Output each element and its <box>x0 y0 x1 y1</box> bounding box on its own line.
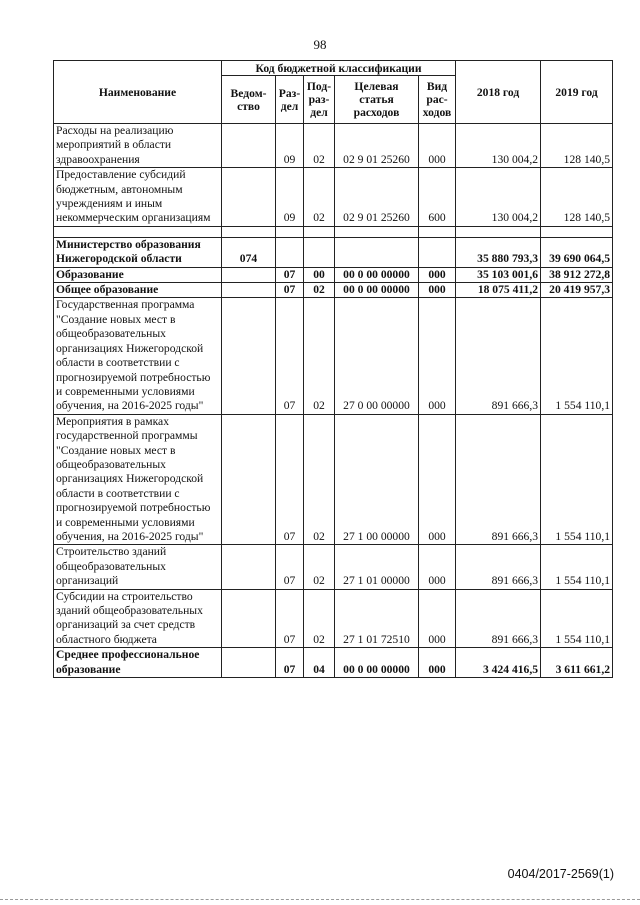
row-name: Государственная программа "Создание новых мест в общеобразовательных организациях Нижегородской области в соответствии с прогнозируемой потребностью и современными условиями обучения, на 2016-2025 годы" <box>54 298 222 414</box>
row-expense-type: 000 <box>419 298 456 414</box>
row-podrazdel: 04 <box>304 648 335 678</box>
row-target-article: 00 0 00 00000 <box>335 267 419 282</box>
row-target-article: 27 1 01 72510 <box>335 589 419 648</box>
row-razdel: 09 <box>276 168 304 227</box>
table-row <box>54 589 613 648</box>
row-target-article: 00 0 00 00000 <box>335 283 419 298</box>
row-expense-type: 000 <box>419 545 456 589</box>
row-vedomstvo <box>222 589 276 648</box>
row-vedomstvo <box>222 545 276 589</box>
row-vedomstvo <box>222 124 276 168</box>
row-target-article: 02 9 01 25260 <box>335 124 419 168</box>
row-value-2019: 1 554 110,1 <box>541 589 613 648</box>
row-expense-type: 000 <box>419 267 456 282</box>
row-expense-type: 000 <box>419 414 456 545</box>
row-target-article <box>335 237 419 267</box>
row-name: Министерство образования Нижегородской области <box>54 237 222 267</box>
row-podrazdel: 02 <box>304 168 335 227</box>
row-value-2018: 3 424 416,5 <box>456 648 541 678</box>
row-vedomstvo <box>222 298 276 414</box>
row-expense-type <box>419 237 456 267</box>
row-target-article: 02 9 01 25260 <box>335 168 419 227</box>
row-value-2019: 39 690 064,5 <box>541 237 613 267</box>
row-expense-type: 000 <box>419 283 456 298</box>
table-row <box>54 267 613 282</box>
header-year-2018: 2018 год <box>456 61 541 124</box>
table-row <box>54 168 613 227</box>
table-row <box>54 648 613 678</box>
row-razdel: 07 <box>276 648 304 678</box>
header-target-article: Целевая статья расходов <box>335 76 419 124</box>
row-value-2018: 891 666,3 <box>456 589 541 648</box>
row-name: Предоставление субсидий бюджетным, автономным учреждениям и иным некоммерческим организациям <box>54 168 222 227</box>
row-name: Среднее профессиональное образование <box>54 648 222 678</box>
row-razdel: 07 <box>276 283 304 298</box>
row-value-2019: 1 554 110,1 <box>541 545 613 589</box>
row-value-2018: 18 075 411,2 <box>456 283 541 298</box>
row-value-2018: 130 004,2 <box>456 124 541 168</box>
table-row <box>54 414 613 545</box>
row-expense-type: 000 <box>419 589 456 648</box>
row-value-2019: 3 611 661,2 <box>541 648 613 678</box>
row-vedomstvo <box>222 414 276 545</box>
table-row <box>54 545 613 589</box>
row-expense-type: 000 <box>419 124 456 168</box>
row-target-article: 27 1 00 00000 <box>335 414 419 545</box>
row-razdel: 07 <box>276 267 304 282</box>
page-number: 98 <box>313 37 327 52</box>
row-value-2018: 891 666,3 <box>456 545 541 589</box>
row-value-2018: 130 004,2 <box>456 168 541 227</box>
header-podrazdel: Под-раз-дел <box>304 76 335 124</box>
header-name: Наименование <box>54 61 222 124</box>
row-podrazdel <box>304 237 335 267</box>
row-podrazdel: 02 <box>304 124 335 168</box>
budget-table <box>53 60 613 678</box>
row-expense-type: 000 <box>419 648 456 678</box>
row-value-2018: 35 103 001,6 <box>456 267 541 282</box>
row-vedomstvo <box>222 648 276 678</box>
header-razdel: Раз-дел <box>276 76 304 124</box>
row-value-2019: 38 912 272,8 <box>541 267 613 282</box>
row-vedomstvo <box>222 267 276 282</box>
row-razdel: 07 <box>276 298 304 414</box>
table-row <box>54 124 613 168</box>
row-expense-type: 600 <box>419 168 456 227</box>
scan-edge-divider <box>0 899 640 903</box>
row-value-2018: 35 880 793,3 <box>456 237 541 267</box>
row-name: Образование <box>54 267 222 282</box>
row-name: Расходы на реализацию мероприятий в области здравоохранения <box>54 124 222 168</box>
row-value-2019: 128 140,5 <box>541 124 613 168</box>
row-value-2018: 891 666,3 <box>456 298 541 414</box>
table-row <box>54 237 613 267</box>
row-podrazdel: 02 <box>304 298 335 414</box>
row-podrazdel: 00 <box>304 267 335 282</box>
row-podrazdel: 02 <box>304 283 335 298</box>
row-podrazdel: 02 <box>304 589 335 648</box>
document-code: 0404/2017-2569(1) <box>507 867 614 881</box>
row-vedomstvo: 074 <box>222 237 276 267</box>
row-razdel: 07 <box>276 414 304 545</box>
row-vedomstvo <box>222 168 276 227</box>
blank-row <box>54 226 613 237</box>
row-podrazdel: 02 <box>304 545 335 589</box>
row-razdel: 09 <box>276 124 304 168</box>
row-value-2019: 128 140,5 <box>541 168 613 227</box>
header-vedomstvo: Ведом-ство <box>222 76 276 124</box>
row-value-2018: 891 666,3 <box>456 414 541 545</box>
row-target-article: 00 0 00 00000 <box>335 648 419 678</box>
header-year-2019: 2019 год <box>541 61 613 124</box>
row-value-2019: 1 554 110,1 <box>541 298 613 414</box>
row-razdel: 07 <box>276 589 304 648</box>
header-classification-group: Код бюджетной классификации <box>222 61 456 76</box>
row-name: Общее образование <box>54 283 222 298</box>
row-name: Мероприятия в рамках государственной программы "Создание новых мест в общеобразовательных организациях Нижегородской области в соответствии с прогнозируемой потребностью и современными условиями обучения, на 2016-2025 годы" <box>54 414 222 545</box>
header-expense-type: Вид рас-ходов <box>419 76 456 124</box>
row-podrazdel: 02 <box>304 414 335 545</box>
row-target-article: 27 0 00 00000 <box>335 298 419 414</box>
row-value-2019: 20 419 957,3 <box>541 283 613 298</box>
row-name: Субсидии на строительство зданий общеобразовательных организаций за счет средств областного бюджета <box>54 589 222 648</box>
row-vedomstvo <box>222 283 276 298</box>
table-row <box>54 298 613 414</box>
row-razdel: 07 <box>276 545 304 589</box>
row-razdel <box>276 237 304 267</box>
row-name: Строительство зданий общеобразовательных организаций <box>54 545 222 589</box>
row-value-2019: 1 554 110,1 <box>541 414 613 545</box>
row-target-article: 27 1 01 00000 <box>335 545 419 589</box>
table-row <box>54 283 613 298</box>
